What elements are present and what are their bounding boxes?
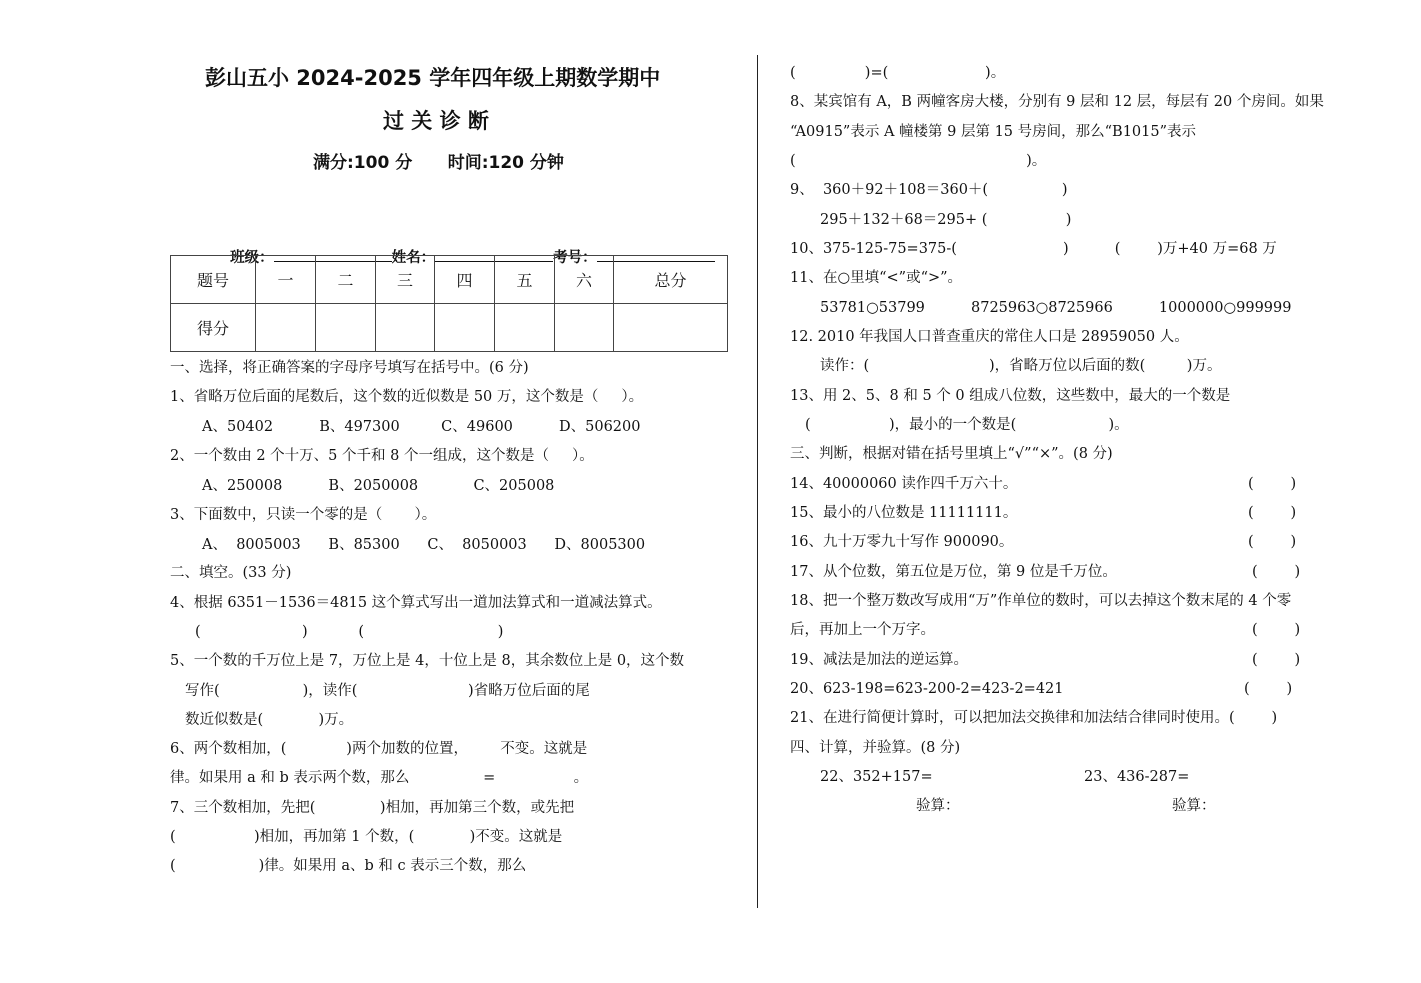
score-header-cell: 三 [376,256,435,304]
question-8-line-1: 8、某宾馆有 A，B 两幢客房大楼，分别有 9 层和 12 层，每层有 20 个房间。如果 [790,94,1324,110]
question-12-line-2: 读作：( )，省略万位以后面的数( )万。 [820,358,1222,374]
judge-answer-paren[interactable]: ( ) [1252,622,1301,638]
judge-question: 15、最小的八位数是 11111111。 [790,505,1018,521]
score-table [170,255,728,352]
score-header-cell: 六 [555,256,614,304]
score-cell[interactable] [316,304,376,352]
id-label: 考号： [553,250,597,266]
section-4-heading: 四、计算，并验算。(8 分) [790,740,961,756]
question-19: 19、减法是加法的逆运算。 [790,652,968,668]
judge-answer-paren[interactable]: ( ) [1244,681,1293,697]
question-12-line-1: 12. 2010 年我国人口普查重庆的常住人口是 28959050 人。 [790,329,1189,345]
judge-question: 17、从个位数，第五位是万位，第 9 位是千万位。 [790,564,1117,580]
question-20: 20、623-198=623-200-2=423-2=421 [790,681,1064,697]
question-7-line-2: ( )相加，再加第 1 个数，( )不变。这就是 [170,829,563,845]
question-11: 11、在○里填“<”或“>”。 [790,270,963,286]
judge-answer-paren[interactable]: ( ) [1248,505,1297,521]
check-label-1: 验算： [916,798,960,814]
question-13-line-1: 13、用 2、5、8 和 5 个 0 组成八位数，这些数中，最大的一个数是 [790,388,1231,404]
section-3-heading: 三、判断，根据对错在括号里填上“√”“×”。(8 分) [790,446,1113,462]
judge-answer-paren[interactable]: ( ) [1248,534,1297,550]
question-5-line-3: 数近似数是( )万。 [185,712,354,728]
question-5-line-1: 5、一个数的千万位上是 7，万位上是 4，十位上是 8，其余数位上是 0，这个数 [170,653,685,669]
question-10: 10、375-125-75=375-( ) ( )万+40 万=68 万 [790,241,1277,257]
judge-answer-paren[interactable]: ( ) [1248,476,1297,492]
score-header-cell: 四 [435,256,495,304]
column-divider [757,55,758,908]
check-label-2: 验算： [1172,798,1216,814]
page-title: 彭山五小 2024-2025 学年四年级上期数学期中 [205,66,661,90]
question-9-line-1: 9、 360＋92＋108＝360＋( ) [790,182,1068,198]
score-header-cell: 一 [256,256,316,304]
question-6-line-2: 律。如果用 a 和 b 表示两个数，那么 = 。 [170,770,589,786]
question-1: 1、省略万位后面的尾数后，这个数的近似数是 50 万，这个数是（ ）。 [170,389,644,405]
question-5-line-2: 写作( )，读作( )省略万位后面的尾 [185,683,590,699]
score-table-header-row [171,256,728,304]
question-11-items: 53781○53799 8725963○8725966 1000000○999999 [820,300,1292,316]
question-1-options: A、50402 B、497300 C、49600 D、506200 [202,419,641,435]
score-cell[interactable] [376,304,435,352]
score-cell[interactable] [435,304,495,352]
score-header-cell: 五 [495,256,555,304]
question-8-line-2: “A0915”表示 A 幢楼第 9 层第 15 号房间，那么“B1015”表示 [790,124,1197,140]
question-7-line-1: 7、三个数相加，先把( )相加，再加第三个数，或先把 [170,800,575,816]
judge-answer-paren[interactable]: ( ) [1252,564,1301,580]
class-label: 班级： [230,250,274,266]
name-label: 姓名： [391,250,436,266]
page-subtitle: 过 关 诊 断 [383,109,489,133]
score-table-score-row [171,304,728,352]
score-header-cell: 题号 [171,256,256,304]
question-4: 4、根据 6351－1536＝4815 这个算式写出一道加法算式和一道减法算式。 [170,595,662,611]
section-2-heading: 二、填空。(33 分) [170,565,292,581]
question-4-answer-blanks[interactable]: ( ) ( ) [195,624,504,640]
judge-question: 16、九十万零九十写作 900090。 [790,534,1014,550]
question-3-options: A、 8005003 B、85300 C、 8050003 D、8005300 [202,537,646,553]
section-1-heading: 一、选择，将正确答案的字母序号填写在括号中。(6 分) [170,360,529,376]
question-2-options: A、250008 B、2050008 C、205008 [202,478,555,494]
question-7-line-3: ( )律。如果用 a、b 和 c 表示三个数，那么 [170,858,527,874]
question-9-line-2: 295＋132＋68＝295+ ( ) [820,212,1072,228]
exam-meta: 满分:100 分 时间:120 分钟 [313,153,564,173]
score-row-label: 得分 [171,304,256,352]
calc-23: 23、436-287= [1084,769,1190,785]
score-cell[interactable] [614,304,728,352]
question-13-line-2: ( )，最小的一个数是( )。 [805,417,1129,433]
score-cell[interactable] [256,304,316,352]
judge-answer-paren[interactable]: ( ) [1252,652,1301,668]
question-3: 3、下面数中，只读一个零的是（ ）。 [170,507,437,523]
question-7-continued: ( )=( )。 [790,65,1006,81]
question-21: 21、在进行简便计算时，可以把加法交换律和加法结合律同时使用。( ) [790,710,1278,726]
judge-question: 14、40000060 读作四千万六十。 [790,476,1018,492]
score-cell[interactable] [555,304,614,352]
question-18-line-1: 18、把一个整万数改写成用“万”作单位的数时，可以去掉这个数末尾的 4 个零 [790,593,1292,609]
calc-22: 22、352+157= [820,769,933,785]
question-6-line-1: 6、两个数相加，( )两个加数的位置， 不变。这就是 [170,741,588,757]
score-header-cell: 总分 [614,256,728,304]
score-header-cell: 二 [316,256,376,304]
question-18-line-2: 后，再加上一个万字。 [790,622,935,638]
question-8-line-3: ( )。 [790,153,1047,169]
question-2: 2、一个数由 2 个十万、5 个千和 8 个一组成，这个数是（ ）。 [170,448,594,464]
score-cell[interactable] [495,304,555,352]
